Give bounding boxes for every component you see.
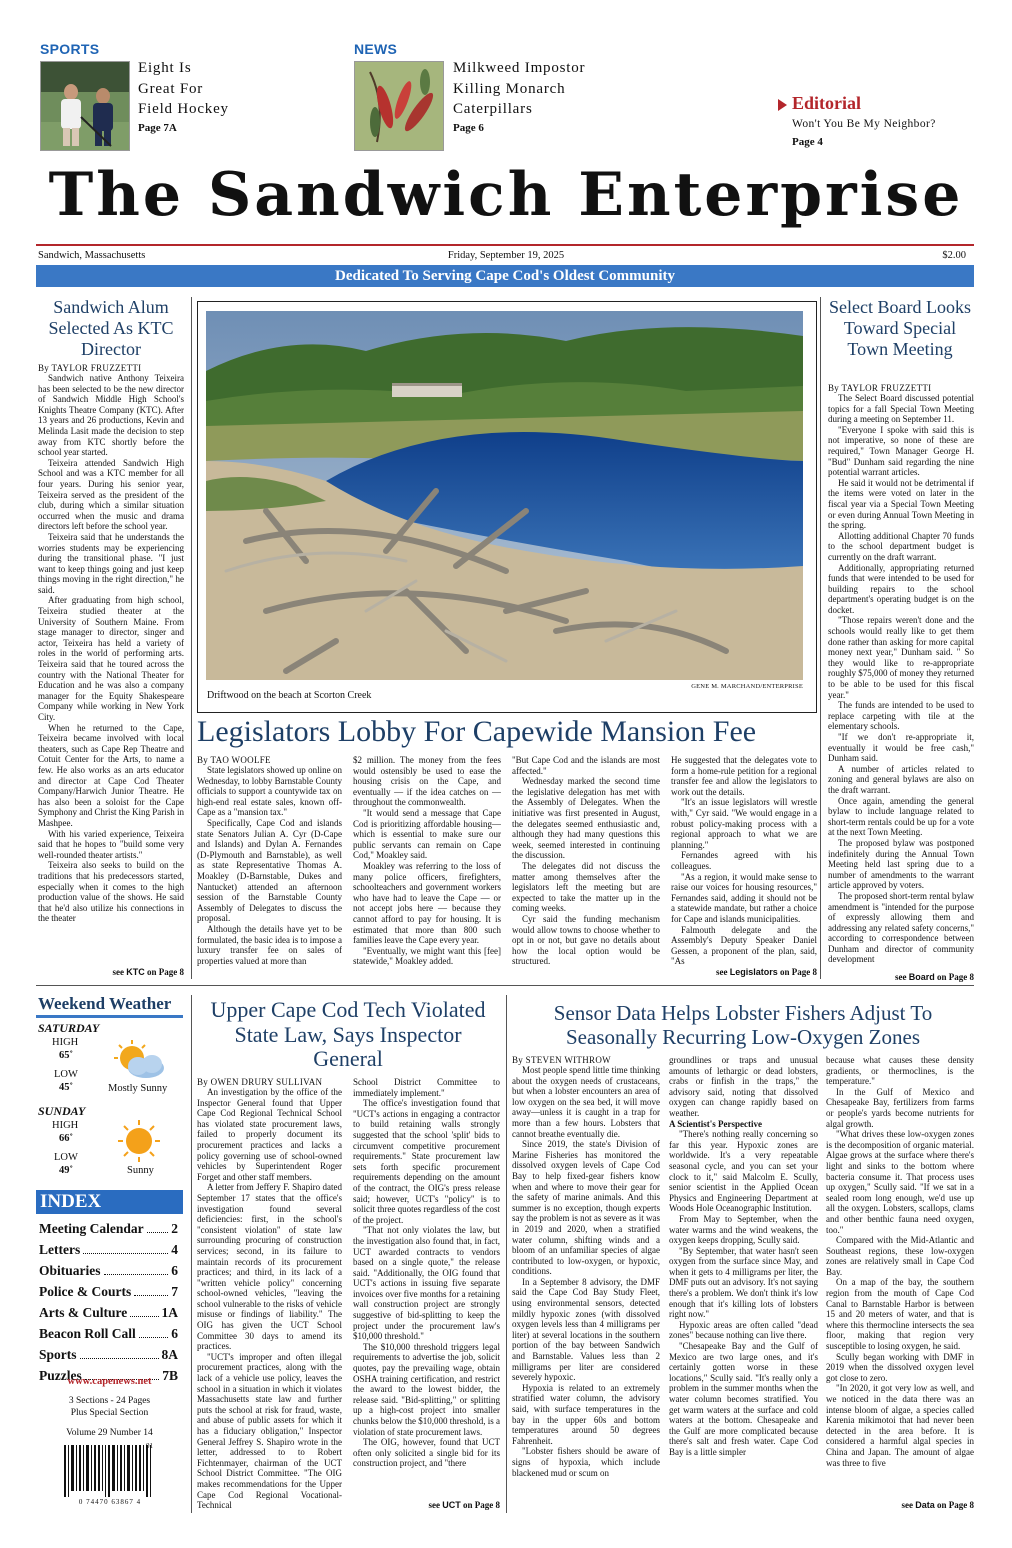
ktc-byline: By TAYLOR FRUZZETTI xyxy=(38,363,142,373)
barcode-digits: 0 74470 63867 4 xyxy=(78,1498,142,1506)
sensor-byline: By STEVEN WITHROW xyxy=(512,1055,611,1065)
website-link[interactable]: www.capenews.net xyxy=(67,1376,152,1387)
news-page-ref[interactable]: Page 6 xyxy=(453,122,484,134)
column-divider xyxy=(820,297,821,979)
section-divider xyxy=(36,985,974,986)
index-item[interactable]: Meeting Calendar 2 xyxy=(39,1218,178,1239)
sensor-col2: groundlines or traps and unusual amounts of lethargic or dead lobsters, crabs or finfish in the traps," the advisory said, noting that dissolved oxygen can change rapidly based on weather. A Scientist's Perspective "There's nothing really concerning so far this year. Hypoxic zones are worldwide. It's a very repeatable seasonal cycle, and you can set your clock to it," said Malcolm E. Scully, senior scientist in the Applied Ocean Physics and Engineering Department at Woods Hole Oceanographic Institution. From May to September, when the water warms and the wind weakens, the oxygen keeps dropping, Scully said. "By September, that water hasn't seen oxygen from the surface since May, and when it gets to 4 milligrams per liter, the DMF puts out an advisory. It's not saying there's a problem. We don't think it's low enough that it's killing lots of lobsters right now." Hypoxic areas are often called "dead zones" because nothing can live there. "Chesapeake Bay and the Gulf of Mexico are two large ones, and it's certainly gotten worse in these locations," Scully said. "It's really only a problem in the summer months when the water column becomes stratified. You get warm waters at the surface and cold waters at the bottom. Chesapeake and the Gulf are more complicated because there's salt and fresh water. Cape Cod Bay is a little simpler xyxy=(669,1055,818,1457)
weather-low-value: 49˚ xyxy=(59,1165,73,1176)
index-item[interactable]: Sports 8A xyxy=(39,1344,178,1365)
photo-credit: GENE M. MARCHAND/ENTERPRISE xyxy=(691,683,803,690)
weather-low-label: LOW xyxy=(54,1152,78,1163)
weather-high-label: HIGH xyxy=(52,1120,79,1131)
news-teaser-title[interactable]: Milkweed Impostor Killing Monarch Caterpillars xyxy=(453,60,586,117)
dateline-location: Sandwich, Massachusetts xyxy=(38,250,146,261)
weather-high-label: HIGH xyxy=(52,1037,79,1048)
partly-sunny-icon xyxy=(108,1040,168,1087)
milkweed-photo[interactable] xyxy=(354,61,444,151)
weather-day-saturday: SATURDAY xyxy=(38,1021,100,1035)
sensor-headline[interactable]: Sensor Data Helps Lobster Fishers Adjust To Seasonally Recurring Low-Oxygen Zones xyxy=(553,1001,933,1049)
sports-teaser-title[interactable]: Eight Is Great For Field Hockey xyxy=(138,60,229,117)
weather-title: Weekend Weather xyxy=(38,994,172,1013)
weather-high-value: 66˚ xyxy=(59,1133,73,1144)
masthead-title: The Sandwich Enterprise xyxy=(48,160,964,230)
uct-headline[interactable]: Upper Cape Cod Tech Violated State Law, Says Inspector General xyxy=(210,997,486,1071)
legislators-col3: "But Cape Cod and the islands are most affected." Wednesday marked the second time the legislative delegation has met with the Assembly of Delegates. When the initiative was first presented in August, the delegates seemed enthusiastic and, although they had many questions this week, seemed interested in continuing the discussion. The delegates did not discuss the matter among themselves after the legislators left the meeting but are expected to take the matter up in the coming weeks. Cyr said the funding mechanism would allow towns to choose whether to opt in or not, but gave no details about how the local option would be structured. xyxy=(512,755,660,967)
index-item[interactable]: Police & Courts 7 xyxy=(39,1281,178,1302)
index-item[interactable]: Obituaries 6 xyxy=(39,1260,178,1281)
sunny-icon xyxy=(112,1118,166,1169)
column-divider xyxy=(506,995,507,1513)
weather-low-label: LOW xyxy=(54,1069,78,1080)
photo-caption: Driftwood on the beach at Scorton Creek xyxy=(207,690,372,701)
legislators-continued[interactable]: see Legislators on Page 8 xyxy=(715,967,817,977)
board-continued[interactable]: see Board on Page 8 xyxy=(894,972,974,982)
weather-day-sunday: SUNDAY xyxy=(38,1104,86,1118)
field-hockey-photo[interactable] xyxy=(40,61,130,151)
uct-col1: An investigation by the office of the Inspector General found that Upper Cape Cod Regional Technical School has violated state procurement laws, failed to properly document its procurement practices and lacks a policy governing use of school-owned vehicles by Superintendent Roger Forget and other staff members. A letter from Jeffery F. Shapiro dated September 17 states that the office's investigation found several deficiencies: first, in the school's "consistent violation" of state law surrounding procuring of construction services; second, in its failure to maintain records of its procurement practices; and third, in its lack of a "written vehicle policy" concerning school-owned vehicles, "leaving the school vulnerable to the risks of vehicle misuse or findings of liability." The OIG has given the UCT School Committee 30 days to amend its practices. "UCT's improper and often illegal procurement practices, along with the lack of a vehicle use policy, leaves the school in a situation in which it violates Massachusetts state law and further puts the school at risk for fraud, waste, and abuse of public assets for which it has a fiduciary obligation," Inspector General Jeffrey S. Shapiro wrote in the letter, addressed to to Robert Fichtenmayer, chairman of the UCT School District Committee. "The OIG makes recommendations for the Upper Cape Cod Regional Vocational-Technical xyxy=(197,1087,342,1510)
board-byline: By TAYLOR FRUZZETTI xyxy=(828,383,932,393)
volume-number: Volume 29 Number 14 xyxy=(66,1428,153,1438)
uct-continued[interactable]: see UCT on Page 8 xyxy=(428,1500,500,1510)
uct-byline: By OWEN DRURY SULLIVAN xyxy=(197,1077,323,1087)
news-kicker: NEWS xyxy=(354,41,398,57)
editorial-label[interactable]: Editorial xyxy=(792,93,862,113)
index-list xyxy=(39,1218,178,1386)
weather-low-value: 45˚ xyxy=(59,1082,73,1093)
column-divider xyxy=(191,995,192,1513)
board-body: The Select Board discussed potential topics for a fall Special Town Meeting during a meeting on September 11. "Everyone I spoke with said this is not imperative, so none of these are required," Town Manager George H. "Bud" Dunham said regarding the nine potential warrant articles. He said it would not be detrimental if the items were voted on later in the fiscal year via a Special Town Meeting or even during Annual Town Meeting in the spring. Allotting additional Chapter 70 funds to the school department budget is currently on the draft warrant. Additionally, appropriating returned funds that were intended to be used for building repairs to the school department's operating budget is on the docket. "Those repairs weren't done and the schools would really like to get them done rather than asking for more capital money next year," Dunham said. " So they would like to re-appropriate roughly $75,000 of money they returned to be able to be used for this fiscal year." The funds are intended to be used to replace carpeting with tile at the elementary schools. "If we don't re-appropriate it, eventually it would be free cash," Dunham said. A number of articles related to zoning and general bylaws are also on the draft warrant. Once again, amending the general bylaw to include language related to short-term rentals could be up for a vote at the next Town Meeting. The proposed bylaw was postponed indefinitely during the Annual Town Meeting held last spring due to a number of amendments to the warrant article approved by voters. The proposed short-term rental bylaw amendment is "intended for the purpose of expressly allowing them and addressing any related safety concerns," according to correspondence between Dunham and director of community development xyxy=(828,393,974,965)
index-title: INDEX xyxy=(36,1190,183,1214)
legislators-byline: By TAO WOOLFE xyxy=(197,755,271,765)
weather-rule xyxy=(36,1015,183,1018)
index-item[interactable]: Arts & Culture 1A xyxy=(39,1302,178,1323)
masthead-rule xyxy=(36,244,974,246)
sensor-col3: because what causes these density gradients, or thermoclines, is the temperature." In the Gulf of Mexico and Chesapeake Bay, fertilizers from farms or people's yards become nutrients for algal growth. "What drives these low-oxygen zones is the decomposition of organic material. Algae grows at the surface where there's light and sinks to the bottom where bacteria consume it. That process uses up oxygen," Scully said. "If we sat in a sealed room long enough, we'd use up all the oxygen. Lobsters, scallops, clams and other benthic fauna need oxygen, too." Compared with the Mid-Atlantic and Southeast regions, these low-oxygen zones are relatively small in Cape Cod Bay. On a map of the bay, the southern region from the mouth of Cape Cod Canal to Barnstable Harbor is between 15 and 20 meters of water, and that is where this thermocline intersects the sea floor, making that region very susceptible to losing oxygen, he said. Scully began working with DMF in 2019 when the dissolved oxygen level got close to zero. "In 2020, it got very low as well, and we noticed in the data there was an intense bloom of algae, a species called Karenia mikimotoi that had never been detected in the area before. It is considered a harmful algal species in China and Japan. The amount of algae was three to five xyxy=(826,1055,974,1468)
ktc-body: Sandwich native Anthony Teixeira has been selected to be the new director of Sandwich Middle High School's Knights Theatre Company (KTC). After 13 years and 26 productions, Kevin and Melinda Lasit made the decision to step away from KTC shortly before the school year started. Teixeira attended Sandwich High School and was a KTC member for all four years. During his senior year, Teixeira served as the president of the club, during which a similar situation occurred when the music and drama directors left before the school year. Teixeira said that he understands the worries students may be experiencing during the transitional phase. "I just want to keep things going and just keep things moving in the right direction," he said. After graduating from high school, Teixeira studied theater at the University of Southern Maine. From stage manager to director, singer and actor, Teixeira has held a variety of roles in the world of performing arts. Teixeira said that he toured across the country with the National Theater for Education and he was also a company manager for the Equity Shakespeare Company while working in New York City. When he returned to the Cape, Teixeira became involved with local theaters, such as Cape Rep Theatre and Cotuit Center for the Arts, to name a few. He also works as an arts educator and director at Cape Cod Theater Company/Harwich Junior Theatre. He has also been a soloist for the Cape Symphony and Christ the King Parish in Mashpee. With his varied experience, Teixeira said that he hopes to "build some very well-rounded theater artists." Teixeira also seeks to build on the traditions that his predecessors started, especially when it comes to the high production value of the shows. He said that he'd also utilize his connections in the theater xyxy=(38,373,184,924)
weather-condition-sunday: Sunny xyxy=(127,1165,154,1176)
editorial-page-ref[interactable]: Page 4 xyxy=(792,136,823,148)
weather-condition-saturday: Mostly Sunny xyxy=(108,1083,168,1094)
dateline-date: Friday, September 19, 2025 xyxy=(447,250,565,261)
sections-count: 3 Sections - 24 Pages xyxy=(68,1396,151,1406)
legislators-col1: State legislators showed up online on Wednesday, to lobby Barnstable County officials to support a countywide tax on high-end real estate sales, known off-Cape as a "mansion tax." Specifically, Cape Cod and islands state Senators Julian A. Cyr (D-Cape and Islands) and Dylan A. Fernandes (D-Plymouth and Barnstable), as well as state Representative Thomas A. Moakley (D-Barnstable, Dukes and Nantucket) attended an afternoon session of the Barnstable County Assembly of Delegates to discuss the proposal. Although the details have yet to be formulated, the basic idea is to impose a luxury transfer fee on sales of properties valued at more than xyxy=(197,765,342,966)
sensor-col1: Most people spend little time thinking about the oxygen needs of crustaceans, but when a lobster encounters an area of low oxygen on the sea bed, it will move away—unless it is caught in a trap for more than a few hours. Lobsters that cannot breathe eventually die. Since 2019, the state's Division of Marine Fisheries has monitored the dissolved oxygen levels of Cape Cod Bay to help fixed-gear fishers know when and where to move their gear for the safety of marine animals. And this summer is no exception, though experts say the problem is not as severe as it was in 2019 and 2020, when a stratified water column, shifting winds and a bloom of an unfamiliar species of algae contributed to low-oxygen, or hypoxic, conditions. In a September 8 advisory, the DMF said the Cape Cod Bay Study Fleet, using environmental sensors, detected mildly hypoxic zones (with dissolved oxygen levels less than 4 milligrams per liter) at several locations in the southern portion of the bay between Sandwich and Barnstable. Values less than 2 milligrams per liter are considered severely hypoxic. Hypoxia is related to an extremely stratified water column, the advisory said, with surface temperatures in the bay in the upper 60s and bottom temperatures around 50 degrees Fahrenheit. "Lobster fishers should be aware of signs of hypoxia, which include blackened mud or scum on xyxy=(512,1065,660,1478)
ktc-continued[interactable]: see KTC on Page 8 xyxy=(112,967,184,977)
uct-col2: School District Committee to immediately implement." The office's investigation found that "UCT's actions in engaging a contractor to build retaining walls strongly suggested that the school 'split' bids to circumvent competitive procurement requirements." State procurement law sets forth specific procurement requirements depending on the amount of the contract, the OIG's press release said; however, UCT's "policy" is to solicit three quotes regardless of the cost of the project. "That not only violates the law, but the investigation also found that, in fact, UCT awarded contracts to vendors based on a single quote," the release said. "Additionally, the OIG found that UCT's actions in issuing five separate invoices over five months for a retaining wall construction project are strongly suggestive of bid-splitting to keep the project under the procurement law's $10,000 threshold." The $10,000 threshold triggers legal requirements to advertise the job, solicit quotes, pay the prevailing wage, obtain OSHA training certification, and restrict the award to the lowest bidder, the release said. "Bid-splitting," or splitting up a high-cost project into smaller chunks below the $10,000 threshold, is a violation of state procurement laws. The OIG, however, found that UCT often only solicited a single bid for its construction project, and "there xyxy=(353,1077,500,1469)
board-headline[interactable]: Select Board Looks Toward Special Town Meeting xyxy=(829,297,971,359)
legislators-headline[interactable]: Legislators Lobby For Capewide Mansion Fee xyxy=(197,715,757,748)
index-item[interactable]: Letters 4 xyxy=(39,1239,178,1260)
tagline-banner: Dedicated To Serving Cape Cod's Oldest Community xyxy=(36,265,974,287)
barcode-issue: 01 xyxy=(146,1442,153,1450)
index-item[interactable]: Puzzles 7B xyxy=(39,1365,178,1386)
legislators-col4: He suggested that the delegates vote to form a home-rule petition for a regional transfer fee and allow the legislators to work out the details. "It's an issue legislators will wrestle with," Cyr said. "We would engage in a robust policy-making process with a regional approach to what we are planning." Fernandes agreed with his colleagues. "As a region, it would make sense to raise our voices for housing resources," Fernandes said, adding it should not be a statewide mandate, but rather a choice for Cape and islands municipalities. Falmouth delegate and the Assembly's Deputy Speaker Daniel Gessen, a proponent of the plan, said, "As xyxy=(671,755,817,966)
sensor-continued[interactable]: see Data on Page 8 xyxy=(901,1500,974,1510)
sensor-subhead: A Scientist's Perspective xyxy=(669,1118,762,1129)
weather-high-value: 65˚ xyxy=(59,1050,73,1061)
editorial-title[interactable]: Won't You Be My Neighbor? xyxy=(792,118,936,130)
driftwood-photo[interactable] xyxy=(206,311,803,680)
column-divider xyxy=(191,297,192,979)
ktc-headline[interactable]: Sandwich Alum Selected As KTC Director xyxy=(48,297,174,359)
special-section: Plus Special Section xyxy=(70,1408,149,1418)
dateline-price: $2.00 xyxy=(942,250,966,261)
sports-page-ref[interactable]: Page 7A xyxy=(138,122,177,134)
legislators-col2: $2 million. The money from the fees would ostensibly be used to ease the housing crisis on the Cape, and eventually — if the idea catches on — throughout the commonwealth. "It would send a message that Cape Cod is prioritizing affordable housing—which is essential to make sure our public servants can remain on Cape Cod," Moakley said. Moakley was referring to the loss of many police officers, firefighters, schoolteachers and government workers who have had to leave the Cape — or not accept jobs here — because they cannot afford to pay for housing. It is estimated that more than 800 such families leave the Cape every year. "Eventually, we might want this [fee] statewide," Moakley added. xyxy=(353,755,501,967)
editorial-arrow-icon xyxy=(778,99,787,111)
index-item[interactable]: Beacon Roll Call 6 xyxy=(39,1323,178,1344)
sports-kicker: SPORTS xyxy=(40,41,100,57)
barcode xyxy=(62,1445,158,1505)
